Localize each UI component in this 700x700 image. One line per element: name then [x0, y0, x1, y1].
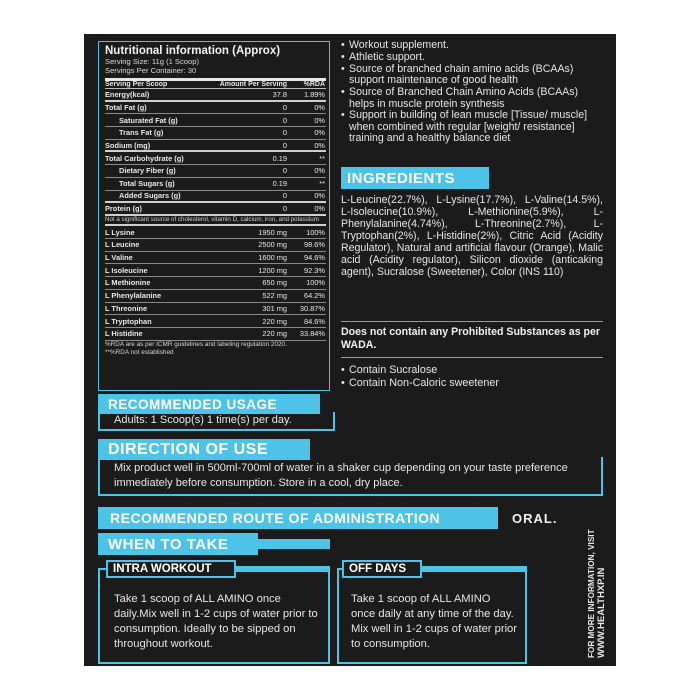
nutrient-name: L Isoleucine: [105, 265, 148, 275]
wada-statement: Does not contain any Prohibited Substances as per WADA.: [341, 326, 601, 351]
nutrition-row: [105, 178, 326, 191]
benefit-item: • Athletic support.: [341, 52, 603, 63]
contains-list: [341, 364, 603, 390]
nutrient-name: L Histidine: [105, 329, 143, 339]
nutrition-title: Nutritional information (Approx): [105, 45, 281, 57]
nutrient-amount: 1600 mg: [258, 253, 287, 263]
nutrient-name: Saturated Fat (g): [119, 115, 178, 125]
off-days-heading: [342, 560, 422, 578]
header-rda: %RDA: [303, 81, 325, 88]
nutrition-row: [105, 165, 326, 178]
divider: [341, 357, 603, 358]
nutrient-rda: 92.3%: [304, 265, 325, 275]
ingredients-heading-text: INGREDIENTS: [347, 169, 456, 187]
nutrient-amount: 0: [282, 204, 287, 214]
nutrient-amount: 0.19: [272, 179, 287, 189]
intra-workout-heading: [106, 560, 236, 578]
nutrition-header-row: [105, 78, 326, 89]
nutrient-amount: 1950 mg: [258, 227, 287, 237]
nutrition-row: [105, 252, 326, 265]
route-heading: [98, 507, 498, 529]
when-accent-bar: [254, 539, 330, 549]
nutrient-name: Total Sugars (g): [119, 179, 175, 189]
nutrient-name: Sodium (mg): [105, 140, 151, 150]
header-serving: Serving Per Scoop: [105, 81, 168, 88]
nutrient-rda: 30.87%: [299, 303, 325, 313]
direction-text: Mix product well in 500ml-700ml of water in a shaker cup depending on your taste preference immediately before consumption. Store in a cool, dry place.: [114, 462, 568, 489]
nutrient-amount: 0: [282, 140, 287, 150]
nutrient-amount: 220 mg: [262, 316, 287, 326]
off-days-box: [337, 568, 527, 664]
nutrient-name: L Methionine: [105, 278, 151, 288]
nutrient-rda: 94.6%: [304, 253, 325, 263]
nutrition-row: [105, 264, 326, 277]
nutrient-amount: 0: [282, 166, 287, 176]
rda-footnote: %RDA are as per ICMR guidelines and labeling regulation 2020.: [105, 340, 287, 348]
nutrient-rda: 0%: [314, 191, 325, 201]
nutrition-row: [105, 102, 326, 115]
intra-workout-heading-text: INTRA WORKOUT: [113, 563, 212, 575]
nutrient-amount: 2500 mg: [258, 240, 287, 250]
nutrient-amount: 0: [282, 103, 287, 113]
nutrient-amount: 0.19: [272, 153, 287, 163]
nutrient-rda: 0%: [314, 103, 325, 113]
intra-accent-bar: [236, 566, 330, 572]
route-heading-text: RECOMMENDED ROUTE OF ADMINISTRATION: [110, 510, 441, 526]
nutrient-name: Added Sugars (g): [119, 191, 181, 201]
nutrition-row: [105, 127, 326, 140]
nutrient-name: Trans Fat (g): [119, 128, 164, 138]
nutrient-amount: 0: [282, 128, 287, 138]
nutrient-rda: **: [319, 179, 325, 189]
nutrient-rda: 0%: [314, 204, 325, 214]
contains-item: • Contain Non-Caloric sweetener: [341, 377, 603, 390]
nutrient-rda: 0%: [314, 115, 325, 125]
nutrition-row: [105, 290, 326, 303]
nutrient-name: Dietary Fiber (g): [119, 166, 176, 176]
intra-workout-box: [98, 568, 330, 664]
nutrient-rda: 0%: [314, 140, 325, 150]
nutrient-name: L Tryptophan: [105, 316, 152, 326]
intra-workout-text: Take 1 scoop of ALL AMINO once daily.Mix well in 1-2 cups of water prior to consumption. Ideally to be sipped on throughout workout.: [114, 593, 318, 650]
rda-not-established: **%RDA not established: [105, 349, 174, 357]
nutrient-amount: 0: [282, 191, 287, 201]
nutrient-name: L Valine: [105, 253, 133, 263]
ingredients-heading: [341, 167, 489, 189]
nutrition-row: [105, 277, 326, 290]
benefits-list: [341, 40, 603, 145]
servings-per-container: Servings Per Container: 30: [105, 66, 197, 75]
nutrient-amount: 522 mg: [262, 291, 287, 301]
header-amount: Amount Per Serving: [219, 81, 287, 88]
off-accent-bar: [422, 566, 527, 572]
nutrition-row: [105, 328, 326, 341]
nutrition-row: [105, 303, 326, 316]
nutrient-rda: 100%: [306, 227, 325, 237]
contains-item: • Contain Sucralose: [341, 364, 603, 377]
nutrient-name: Total Fat (g): [105, 103, 147, 113]
side-info-text: [587, 468, 607, 658]
nutrient-rda: 100%: [306, 278, 325, 288]
nutrient-name: L Lysine: [105, 227, 135, 237]
when-heading-text: WHEN TO TAKE: [108, 535, 229, 553]
nutrition-row: [105, 152, 326, 165]
nutrient-rda: 0%: [314, 128, 325, 138]
nutrient-amount: 0: [282, 115, 287, 125]
nutrient-name: L Leucine: [105, 240, 140, 250]
nutrition-row: [105, 239, 326, 252]
nutrient-name: Total Carbohydrate (g): [105, 153, 184, 163]
nutrient-amount: 220 mg: [262, 329, 287, 339]
nutrient-rda: 1.89%: [304, 89, 325, 99]
when-heading: [98, 533, 258, 555]
usage-heading: [98, 394, 320, 414]
nutrition-table: [98, 41, 330, 391]
usage-box: [98, 412, 335, 431]
side-info-line1: FOR MORE INFORMATION, VISIT: [587, 529, 596, 658]
direction-heading-text: DIRECTION OF USE: [108, 440, 269, 458]
off-days-text: Take 1 scoop of ALL AMINO once daily at any time of the day. Mix well in 1-2 cups of water prior to consumption.: [351, 593, 518, 650]
nutrient-rda: 64.2%: [304, 291, 325, 301]
benefit-item: • Support in building of lean muscle [Tissue/ muscle] when combined with regular [weight/ resistance] training and a healthy balance diet: [341, 110, 603, 144]
nutrition-note: Not a significant source of cholesterol, vitamin D, calcium, iron, and potassium: [105, 215, 319, 223]
nutrient-name: L Threonine: [105, 303, 148, 313]
product-label: [84, 34, 616, 666]
nutrition-row: [105, 315, 326, 328]
nutrition-row: [105, 140, 326, 153]
benefit-item: • Workout supplement.: [341, 40, 603, 51]
direction-box: [98, 457, 603, 496]
nutrient-rda: 98.6%: [304, 240, 325, 250]
nutrition-row: [105, 203, 326, 216]
serving-size: Serving Size: 11g (1 Scoop): [105, 57, 199, 66]
benefit-item: • Source of branched chain amino acids (BCAAs) support maintenance of good health: [341, 64, 603, 87]
usage-heading-text: RECOMMENDED USAGE: [108, 396, 278, 412]
nutrition-row: [105, 191, 326, 204]
ingredients-text: L-Leucine(22.7%), L-Lysine(17.7%), L-Valine(14.5%), L-Isoleucine(10.9%), L-Methionine(5.9%), L-Phenylalanine(4.74%), L-Threonine(2.7%), L-Tryptophan(2%), L-Histidine(2%), Citric Acid (Acidity Regulator), Natural and artificial flavour (Orange), Malic acid (Acidity regulator), Silicon dioxide (anticaking agent), Sucralose (Sweetener), Color (INS 110): [341, 194, 603, 278]
nutrient-rda: 33.84%: [299, 329, 325, 339]
nutrient-rda: 84.6%: [304, 316, 325, 326]
off-days-heading-text: OFF DAYS: [349, 563, 407, 575]
nutrient-name: L Phenylalanine: [105, 291, 162, 301]
nutrient-amount: 1200 mg: [258, 265, 287, 275]
nutrition-row: [105, 114, 326, 127]
benefit-item: • Source of Branched Chain Amino Acids (BCAAs) helps in muscle protein synthesis: [341, 87, 603, 110]
nutrient-amount: 650 mg: [262, 278, 287, 288]
website-link[interactable]: WWW.HEALTHXP.IN: [596, 567, 607, 658]
divider: [341, 321, 603, 322]
nutrient-amount: 301 mg: [262, 303, 287, 313]
nutrient-rda: **: [319, 153, 325, 163]
nutrient-name: Energy(kcal): [105, 89, 150, 99]
nutrition-row: [105, 226, 326, 239]
nutrient-amount: 37.8: [272, 89, 287, 99]
nutrient-rda: 0%: [314, 166, 325, 176]
nutrition-row: [105, 89, 326, 102]
route-value: ORAL.: [512, 511, 558, 526]
usage-text: Adults: 1 Scoop(s) 1 time(s) per day.: [114, 414, 292, 426]
nutrient-name: Protein (g): [105, 204, 142, 214]
